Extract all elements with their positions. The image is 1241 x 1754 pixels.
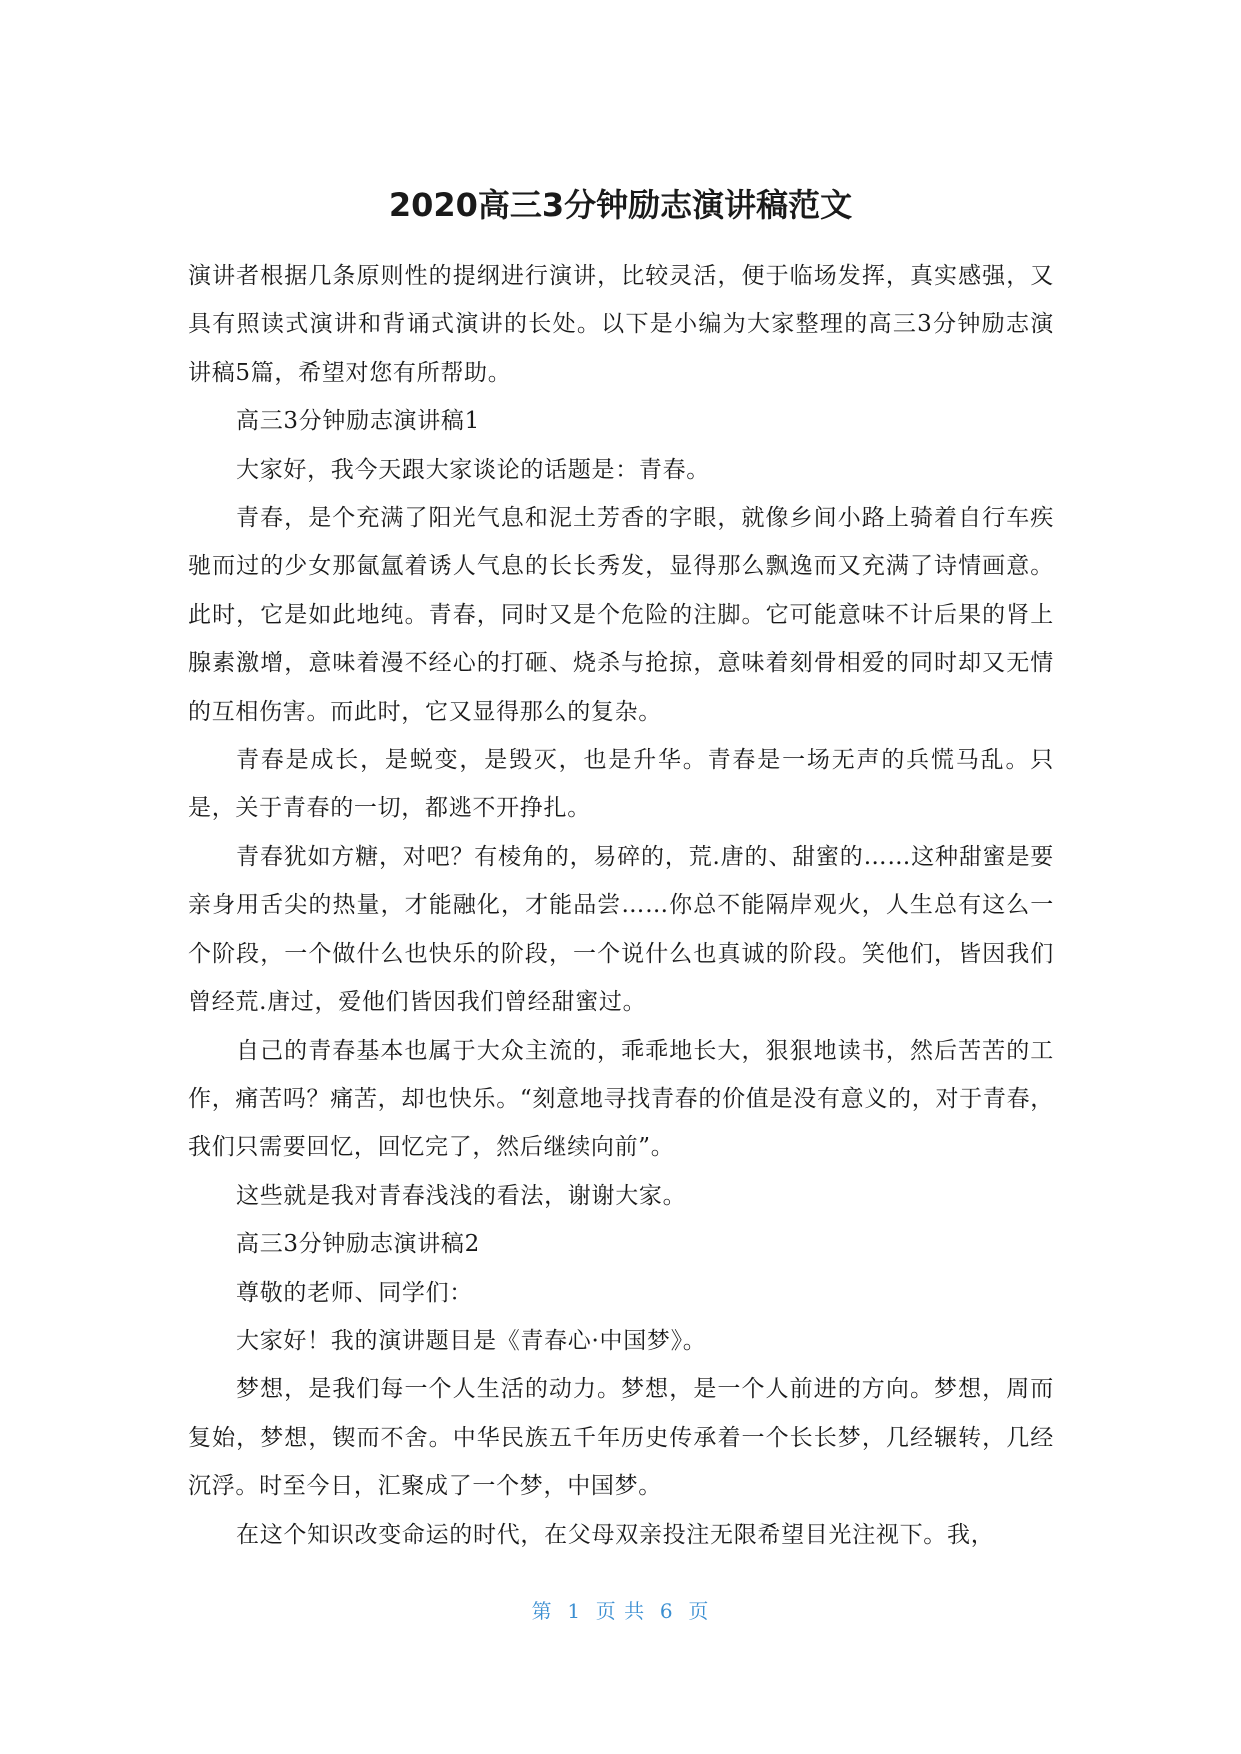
paragraph: 青春，是个充满了阳光气息和泥土芳香的字眼，就像乡间小路上骑着自行车疾驰而过的少女那氤氲着诱人气息的长长秀发，显得那么飘逸而又充满了诗情画意。此时，它是如此地纯。青春，同时又是个危险的注脚。它可能意味不计后果的肾上腺素激增，意味着漫不经心的打砸、烧杀与抢掠，意味着刻骨相爱的同时却又无情的互相伤害。而此时，它又显得那么的复杂。	[188, 505, 1054, 725]
section-heading-2: 高三3分钟励志演讲稿2	[236, 1231, 480, 1258]
page-number-footer: 第 1 页 共 6 页	[531, 1599, 710, 1623]
document-body	[188, 252, 1054, 1559]
paragraph: 大家好，我今天跟大家谈论的话题是：青春。	[236, 456, 710, 483]
paragraph: 自己的青春基本也属于大众主流的，乖乖地长大，狠狠地读书，然后苦苦的工作，痛苦吗？痛苦，却也快乐。“刻意地寻找青春的价值是没有意义的，对于青春，我们只需要回忆，回忆完了，然后继续向前”。	[188, 1037, 1054, 1161]
paragraph: 青春是成长，是蜕变，是毁灭，也是升华。青春是一场无声的兵慌马乱。只是，关于青春的一切，都逃不开挣扎。	[188, 747, 1054, 822]
paragraph: 梦想，是我们每一个人生活的动力。梦想，是一个人前进的方向。梦想，周而复始，梦想，锲而不舍。中华民族五千年历史传承着一个长长梦，几经辗转，几经沉浮。时至今日，汇聚成了一个梦，中国梦。	[188, 1376, 1054, 1500]
paragraph: 尊敬的老师、同学们：	[236, 1279, 473, 1306]
section-heading-1: 高三3分钟励志演讲稿1	[236, 408, 480, 435]
paragraph: 青春犹如方糖，对吧？有棱角的，易碎的，荒.唐的、甜蜜的……这种甜蜜是要亲身用舌尖的热量，才能融化，才能品尝……你总不能隔岸观火，人生总有这么一个阶段，一个做什么也快乐的阶段，一个说什么也真诚的阶段。笑他们，皆因我们曾经荒.唐过，爱他们皆因我们曾经甜蜜过。	[188, 843, 1054, 1016]
paragraph: 大家好！我的演讲题目是《青春心·中国梦》。	[236, 1327, 707, 1354]
paragraph: 在这个知识改变命运的时代，在父母双亲投注无限希望目光注视下。我，	[236, 1521, 995, 1548]
intro-paragraph: 演讲者根据几条原则性的提纲进行演讲，比较灵活，便于临场发挥，真实感强，又具有照读式演讲和背诵式演讲的长处。以下是小编为大家整理的高三3分钟励志演讲稿5篇，希望对您有所帮助。	[188, 263, 1054, 386]
document-title: 2020高三3分钟励志演讲稿范文	[388, 186, 853, 224]
paragraph: 这些就是我对青春浅浅的看法，谢谢大家。	[236, 1182, 687, 1209]
